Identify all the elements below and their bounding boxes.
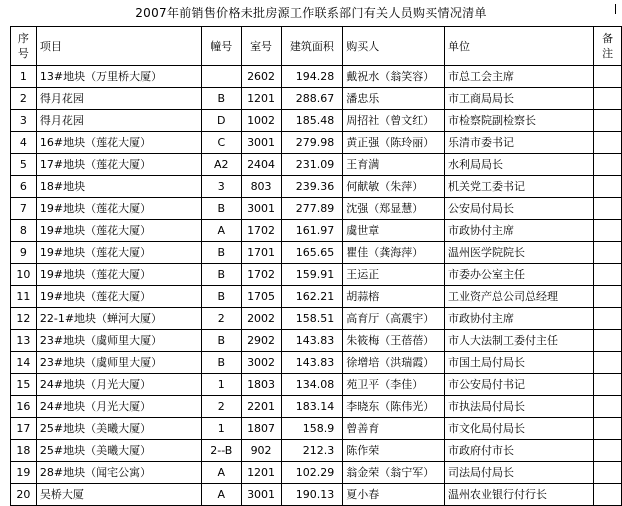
cell-room: 2902 [241, 330, 281, 352]
cell-unit: 市人大法制工委付主任 [445, 330, 594, 352]
cell-seq: 19 [11, 462, 37, 484]
header-buyer: 购买人 [343, 27, 445, 66]
cell-building: A [201, 484, 241, 506]
cell-area: 158.9 [281, 418, 343, 440]
header-project: 项目 [36, 27, 201, 66]
cell-remark [594, 242, 622, 264]
cell-project: 19#地块（莲花大厦） [36, 264, 201, 286]
cell-building: C [201, 132, 241, 154]
cell-remark [594, 110, 622, 132]
cell-buyer: 瞿佳（龚海萍） [343, 242, 445, 264]
cell-buyer: 何献敏（朱萍） [343, 176, 445, 198]
cell-buyer: 胡蒜榕 [343, 286, 445, 308]
cell-seq: 14 [11, 352, 37, 374]
cell-building: B [201, 264, 241, 286]
table-row [11, 308, 622, 330]
cell-buyer: 高育厅（高震宇） [343, 308, 445, 330]
cell-remark [594, 220, 622, 242]
cell-seq: 5 [11, 154, 37, 176]
cell-remark [594, 352, 622, 374]
cell-seq: 4 [11, 132, 37, 154]
cell-building: B [201, 242, 241, 264]
cell-building: B [201, 330, 241, 352]
cell-remark [594, 418, 622, 440]
cell-unit: 水利局局长 [445, 154, 594, 176]
cell-project: 13#地块（万里桥大厦） [36, 66, 201, 88]
cell-remark [594, 198, 622, 220]
cell-seq: 16 [11, 396, 37, 418]
cell-building: B [201, 286, 241, 308]
table-row [11, 286, 622, 308]
table-body [11, 66, 622, 506]
cell-remark [594, 176, 622, 198]
cell-area: 288.67 [281, 88, 343, 110]
table-row [11, 330, 622, 352]
cell-seq: 18 [11, 440, 37, 462]
cell-unit: 市公安局付书记 [445, 374, 594, 396]
cell-seq: 17 [11, 418, 37, 440]
cell-remark [594, 330, 622, 352]
cell-seq: 1 [11, 66, 37, 88]
cell-room: 1702 [241, 264, 281, 286]
cell-remark [594, 484, 622, 506]
purchase-table [10, 26, 622, 506]
cell-remark [594, 440, 622, 462]
cell-remark [594, 374, 622, 396]
table-row [11, 176, 622, 198]
cell-unit: 市总工会主席 [445, 66, 594, 88]
cell-unit: 市文化局付局长 [445, 418, 594, 440]
cell-project: 23#地块（虞师里大厦） [36, 330, 201, 352]
header-building: 幢号 [201, 27, 241, 66]
cell-buyer: 夏小春 [343, 484, 445, 506]
cell-unit: 乐清市委书记 [445, 132, 594, 154]
cell-building: B [201, 198, 241, 220]
table-row [11, 66, 622, 88]
cell-buyer: 黄正强（陈玲丽） [343, 132, 445, 154]
cell-area: 143.83 [281, 352, 343, 374]
cell-area: 158.51 [281, 308, 343, 330]
cell-remark [594, 264, 622, 286]
cell-seq: 13 [11, 330, 37, 352]
cell-building [201, 66, 241, 88]
cell-room: 3001 [241, 198, 281, 220]
cell-area: 185.48 [281, 110, 343, 132]
cell-unit: 温州农业银行付行长 [445, 484, 594, 506]
table-row [11, 264, 622, 286]
cell-buyer: 沈强（郑显慧） [343, 198, 445, 220]
table-row [11, 440, 622, 462]
cell-building: D [201, 110, 241, 132]
cell-room: 1807 [241, 418, 281, 440]
cell-building: A [201, 220, 241, 242]
cell-buyer: 翁金荣（翁宁军） [343, 462, 445, 484]
table-row [11, 374, 622, 396]
cell-area: 134.08 [281, 374, 343, 396]
table-row [11, 242, 622, 264]
table-row [11, 88, 622, 110]
cell-area: 212.3 [281, 440, 343, 462]
cell-building: 3 [201, 176, 241, 198]
cell-area: 143.83 [281, 330, 343, 352]
cell-room: 1701 [241, 242, 281, 264]
cell-unit: 市委办公室主任 [445, 264, 594, 286]
cell-unit: 市政协付主席 [445, 220, 594, 242]
cell-project: 17#地块（莲花大厦） [36, 154, 201, 176]
header-remark: 备 注 [594, 27, 622, 66]
cell-building: B [201, 88, 241, 110]
cell-area: 279.98 [281, 132, 343, 154]
cell-building: 2--B [201, 440, 241, 462]
cell-area: 162.21 [281, 286, 343, 308]
table-row [11, 352, 622, 374]
cell-unit: 市执法局付局长 [445, 396, 594, 418]
cell-buyer: 徐增培（洪瑞霞） [343, 352, 445, 374]
cell-buyer: 戴祝水（翁笑容） [343, 66, 445, 88]
cell-unit: 温州医学院院长 [445, 242, 594, 264]
table-row [11, 418, 622, 440]
cell-area: 277.89 [281, 198, 343, 220]
page-corner-mark [615, 4, 616, 14]
cell-project: 28#地块（闻宅公寓） [36, 462, 201, 484]
cell-seq: 9 [11, 242, 37, 264]
table-row [11, 198, 622, 220]
table-row [11, 462, 622, 484]
cell-room: 1201 [241, 88, 281, 110]
cell-room: 1702 [241, 220, 281, 242]
cell-unit: 工业资产总公司总经理 [445, 286, 594, 308]
cell-area: 231.09 [281, 154, 343, 176]
cell-area: 161.97 [281, 220, 343, 242]
cell-room: 2404 [241, 154, 281, 176]
cell-buyer: 虞世章 [343, 220, 445, 242]
cell-buyer: 朱筱梅（王蓓蓓） [343, 330, 445, 352]
cell-room: 1002 [241, 110, 281, 132]
cell-area: 183.14 [281, 396, 343, 418]
cell-room: 1803 [241, 374, 281, 396]
cell-unit: 司法局付局长 [445, 462, 594, 484]
cell-buyer: 陈作荣 [343, 440, 445, 462]
cell-remark [594, 308, 622, 330]
cell-buyer: 曾善育 [343, 418, 445, 440]
cell-area: 239.36 [281, 176, 343, 198]
cell-unit: 市检察院副检察长 [445, 110, 594, 132]
table-header-row [11, 27, 622, 66]
cell-building: 1 [201, 374, 241, 396]
table-row [11, 132, 622, 154]
cell-seq: 10 [11, 264, 37, 286]
cell-room: 2002 [241, 308, 281, 330]
cell-room: 2201 [241, 396, 281, 418]
cell-building: 2 [201, 396, 241, 418]
cell-project: 19#地块（莲花大厦） [36, 198, 201, 220]
cell-room: 1201 [241, 462, 281, 484]
cell-project: 23#地块（虞师里大厦） [36, 352, 201, 374]
cell-building: 2 [201, 308, 241, 330]
cell-remark [594, 154, 622, 176]
cell-remark [594, 132, 622, 154]
cell-seq: 6 [11, 176, 37, 198]
cell-area: 194.28 [281, 66, 343, 88]
cell-buyer: 李晓东（陈伟光） [343, 396, 445, 418]
cell-seq: 3 [11, 110, 37, 132]
table-row [11, 110, 622, 132]
cell-building: A [201, 462, 241, 484]
cell-room: 902 [241, 440, 281, 462]
table-row [11, 220, 622, 242]
header-unit: 单位 [445, 27, 594, 66]
cell-project: 24#地块（月光大厦） [36, 396, 201, 418]
cell-project: 19#地块（莲花大厦） [36, 242, 201, 264]
cell-remark [594, 286, 622, 308]
cell-unit: 市国土局付局长 [445, 352, 594, 374]
cell-room: 803 [241, 176, 281, 198]
cell-project: 19#地块（莲花大厦） [36, 286, 201, 308]
cell-seq: 2 [11, 88, 37, 110]
cell-unit: 市工商局局长 [445, 88, 594, 110]
cell-project: 得月花园 [36, 88, 201, 110]
cell-room: 3002 [241, 352, 281, 374]
cell-buyer: 苑卫平（李佳） [343, 374, 445, 396]
cell-unit: 机关党工委书记 [445, 176, 594, 198]
cell-area: 190.13 [281, 484, 343, 506]
cell-unit: 市政府付市长 [445, 440, 594, 462]
cell-buyer: 王运正 [343, 264, 445, 286]
cell-area: 102.29 [281, 462, 343, 484]
cell-remark [594, 396, 622, 418]
cell-seq: 15 [11, 374, 37, 396]
document-title: 2007年前销售价格未批房源工作联系部门有关人员购买情况清单 [135, 6, 487, 20]
cell-remark [594, 66, 622, 88]
cell-seq: 8 [11, 220, 37, 242]
table-row [11, 396, 622, 418]
cell-room: 1705 [241, 286, 281, 308]
header-area: 建筑面积 [281, 27, 343, 66]
cell-buyer: 潘忠乐 [343, 88, 445, 110]
cell-seq: 7 [11, 198, 37, 220]
cell-building: A2 [201, 154, 241, 176]
cell-seq: 12 [11, 308, 37, 330]
header-room: 室号 [241, 27, 281, 66]
table-row [11, 154, 622, 176]
cell-area: 159.91 [281, 264, 343, 286]
cell-unit: 公安局付局长 [445, 198, 594, 220]
cell-building: B [201, 352, 241, 374]
cell-project: 得月花园 [36, 110, 201, 132]
cell-buyer: 周招社（曾文红） [343, 110, 445, 132]
cell-project: 24#地块（月光大厦） [36, 374, 201, 396]
cell-project: 18#地块 [36, 176, 201, 198]
cell-project: 22-1#地块（蝉河大厦） [36, 308, 201, 330]
cell-room: 3001 [241, 484, 281, 506]
cell-room: 3001 [241, 132, 281, 154]
cell-project: 19#地块（莲花大厦） [36, 220, 201, 242]
table-row [11, 484, 622, 506]
cell-buyer: 王育满 [343, 154, 445, 176]
cell-project: 16#地块（莲花大厦） [36, 132, 201, 154]
cell-remark [594, 88, 622, 110]
cell-building: 1 [201, 418, 241, 440]
cell-project: 25#地块（美曦大厦） [36, 418, 201, 440]
cell-project: 吴桥大厦 [36, 484, 201, 506]
cell-seq: 11 [11, 286, 37, 308]
cell-remark [594, 462, 622, 484]
cell-unit: 市政协付主席 [445, 308, 594, 330]
cell-area: 165.65 [281, 242, 343, 264]
cell-project: 25#地块（美曦大厦） [36, 440, 201, 462]
cell-room: 2602 [241, 66, 281, 88]
header-seq: 序 号 [11, 27, 37, 66]
cell-seq: 20 [11, 484, 37, 506]
